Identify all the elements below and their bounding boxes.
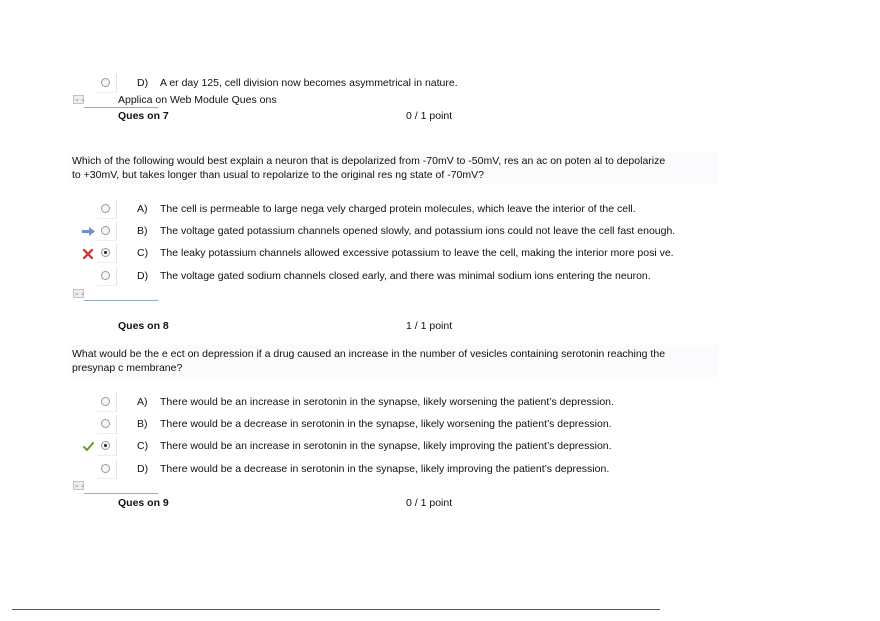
- question-text-line: Which of the following would best explain a neuron that is depolarized from -70mV to -50mV, res an ac on poten al to depolarize: [72, 155, 666, 167]
- question-text-line: What would be the e ect on depression if a drug caused an increase in the number of vesicles containing serotonin reaching the: [72, 348, 666, 360]
- question-score: 1 / 1 point: [406, 320, 453, 332]
- double-chevron-down-icon[interactable]: ⌄⌄: [74, 482, 86, 489]
- radio-d[interactable]: [101, 464, 110, 473]
- choice-letter: B): [137, 418, 148, 430]
- choice-text: There would be a decrease in serotonin in the synapse, likely worsening the patient’s depression.: [160, 418, 612, 430]
- radio-box: [97, 437, 117, 456]
- choice-letter: D): [137, 77, 149, 89]
- question-text-line: to +30mV, but takes longer than usual to repolarize to the original res ng state of -70mV?: [72, 169, 484, 181]
- radio-box: [97, 74, 117, 93]
- radio-box: [97, 222, 117, 241]
- radio-a[interactable]: [101, 397, 110, 406]
- check-mark-icon: [83, 442, 94, 451]
- choice-letter: D): [137, 463, 149, 475]
- question-header: Ques on 8: [118, 320, 169, 332]
- page-footer-line: [12, 609, 660, 610]
- choice-letter: C): [137, 247, 149, 259]
- radio-d[interactable]: [101, 271, 110, 280]
- radio-a[interactable]: [101, 204, 110, 213]
- choice-text: There would be an increase in serotonin in the synapse, likely improving the patient’s depression.: [160, 440, 612, 452]
- choice-text: A er day 125, cell division now becomes asymmetrical in nature.: [160, 77, 458, 89]
- radio-box: [97, 200, 117, 219]
- radio-b[interactable]: [101, 419, 110, 428]
- question-header: Ques on 7: [118, 110, 169, 122]
- radio-box: [97, 393, 117, 412]
- question-score: 0 / 1 point: [406, 110, 453, 122]
- question-text-box: [68, 345, 719, 377]
- question-header: Ques on 9: [118, 497, 169, 509]
- radio-c-selected[interactable]: [101, 441, 110, 450]
- choice-letter: B): [137, 225, 148, 237]
- question-text-line: presynap c membrane?: [72, 362, 183, 374]
- choice-text: The voltage gated sodium channels closed early, and there was minimal sodium ions entering the neuron.: [160, 270, 651, 282]
- radio-box: [97, 244, 117, 263]
- separator-line: [84, 493, 158, 494]
- radio-c-selected[interactable]: [101, 248, 110, 257]
- choice-letter: C): [137, 440, 149, 452]
- choice-text: There would be a decrease in serotonin in the synapse, likely improving the patient’s depression.: [160, 463, 610, 475]
- radio-box: [97, 267, 117, 286]
- choice-letter: A): [137, 396, 148, 408]
- radio-b[interactable]: [101, 226, 110, 235]
- separator-line: [84, 107, 158, 108]
- separator-line: [84, 300, 158, 301]
- choice-letter: A): [137, 203, 148, 215]
- question-score: 0 / 1 point: [406, 497, 453, 509]
- x-mark-icon: [83, 249, 93, 259]
- double-chevron-down-icon[interactable]: ⌄⌄: [74, 290, 86, 297]
- choice-text: The leaky potassium channels allowed excessive potassium to leave the cell, making the interior more posi ve.: [160, 247, 674, 259]
- section-label: Applica on Web Module Ques ons: [118, 94, 277, 106]
- question-text-box: [68, 152, 719, 184]
- choice-text: The cell is permeable to large nega vely charged protein molecules, which leave the interior of the cell.: [160, 203, 636, 215]
- radio-box: [97, 460, 117, 479]
- right-arrow-icon: [82, 227, 95, 236]
- double-chevron-down-icon[interactable]: ⌄⌄: [74, 96, 86, 103]
- choice-letter: D): [137, 270, 149, 282]
- radio-box: [97, 415, 117, 434]
- choice-text: The voltage gated potassium channels opened slowly, and potassium ions could not leave the cell fast enough.: [160, 225, 676, 237]
- choice-text: There would be an increase in serotonin in the synapse, likely worsening the patient’s depression.: [160, 396, 614, 408]
- radio-d[interactable]: [101, 78, 110, 87]
